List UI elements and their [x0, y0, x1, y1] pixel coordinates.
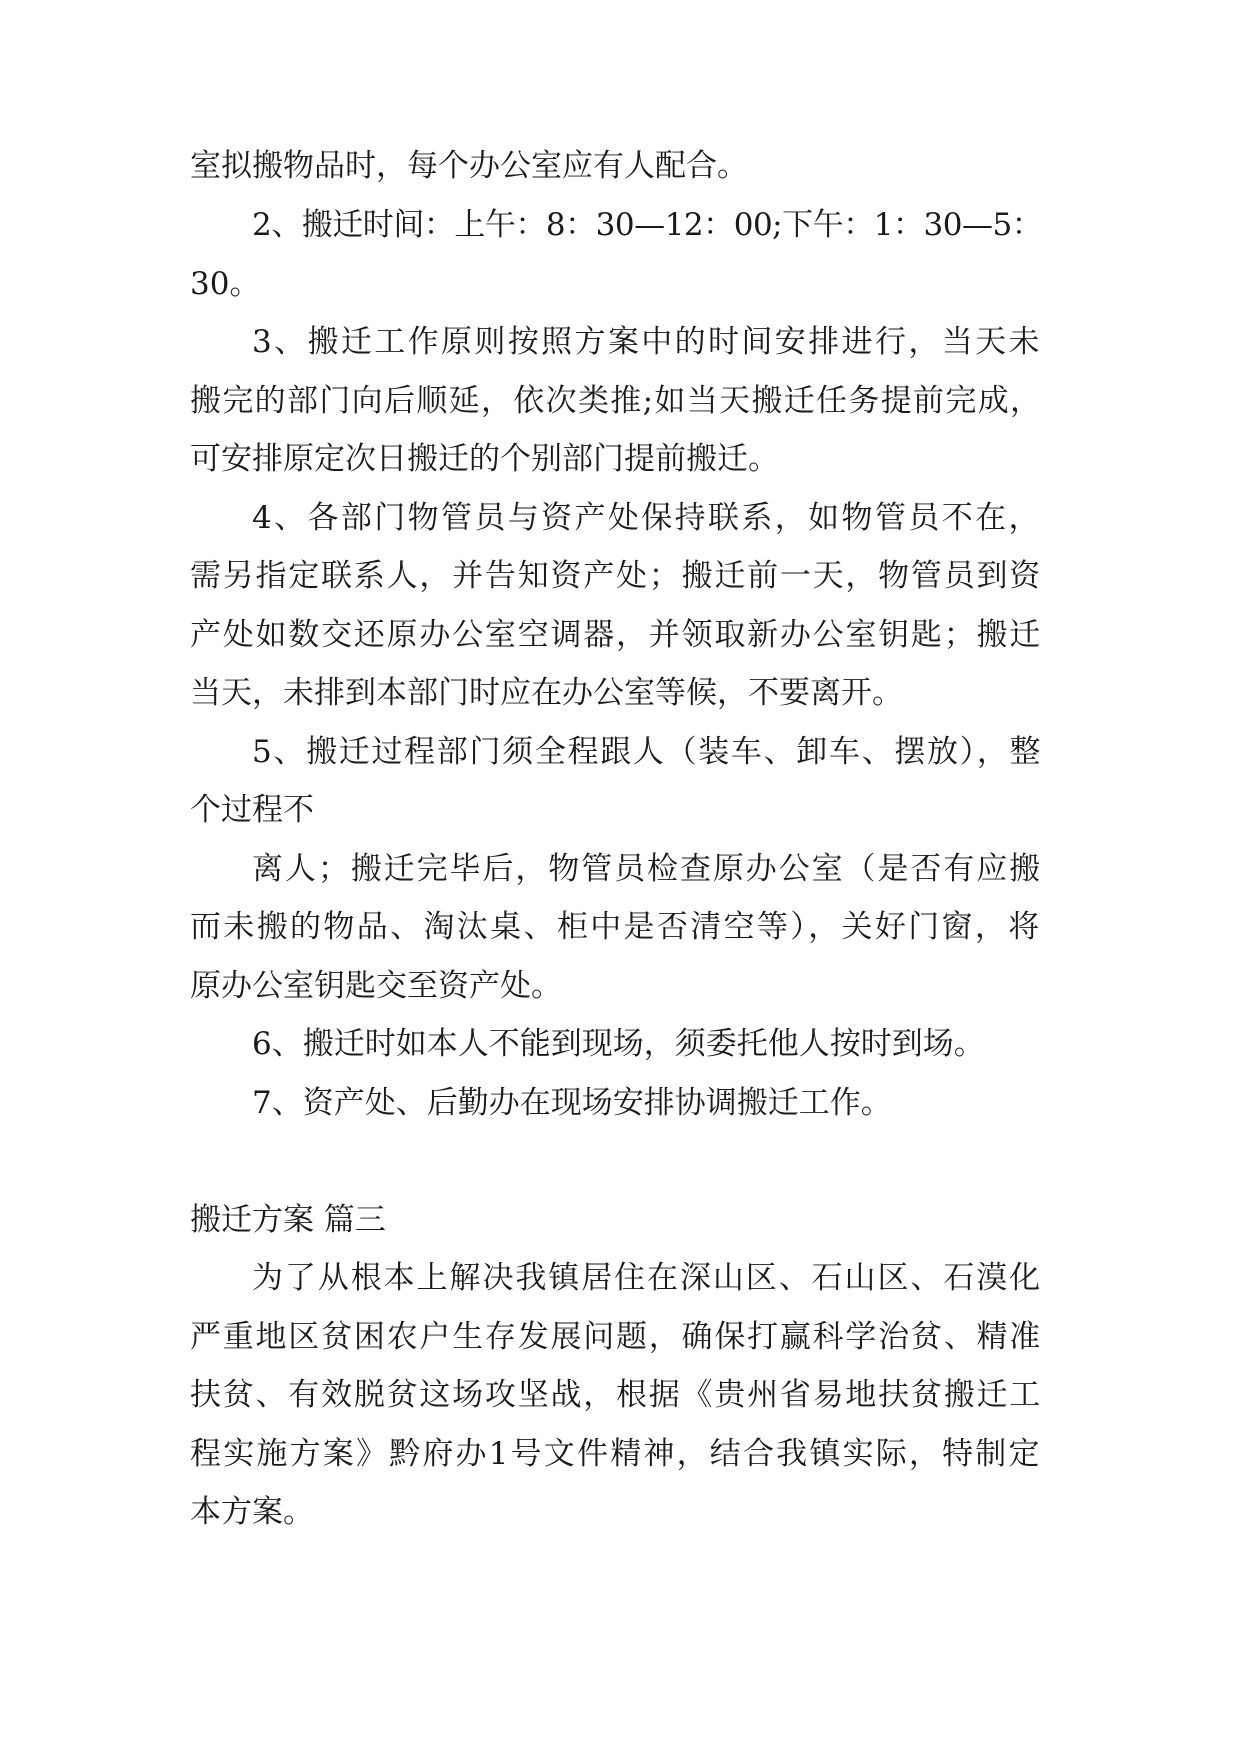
text-line: 扶贫、有效脱贫这场攻坚战，根据《贵州省易地扶贫搬迁工: [190, 1377, 1043, 1413]
text-line: 产处如数交还原办公室空调器，并领取新办公室钥匙；搬迁: [190, 617, 1043, 653]
text-line: 6、搬迁时如本人不能到现场，须委托他人按时到场。: [252, 1026, 985, 1062]
text-line: 7、资产处、后勤办在现场安排协调搬迁工作。: [252, 1085, 892, 1121]
text-line: 5、搬迁过程部门须全程跟人（装车、卸车、摆放），整: [252, 734, 1043, 770]
text-line: 搬完的部门向后顺延，依次类推;如当天搬迁任务提前完成，: [190, 383, 1043, 419]
text-line: 30。: [190, 266, 261, 302]
text-line: 严重地区贫困农户生存发展问题，确保打赢科学治贫、精准: [190, 1319, 1043, 1355]
text-line: 为了从根本上解决我镇居住在深山区、石山区、石漠化: [252, 1260, 1043, 1296]
text-line: 程实施方案》黔府办1号文件精神，结合我镇实际，特制定: [190, 1436, 1042, 1472]
text-line: 3、搬迁工作原则按照方案中的时间安排进行，当天未: [252, 324, 1042, 360]
text-line: 离人；搬迁完毕后，物管员检查原办公室（是否有应搬: [252, 851, 1043, 887]
text-line: 4、各部门物管员与资产处保持联系，如物管员不在，: [252, 500, 1042, 536]
text-line: 原办公室钥匙交至资产处。: [190, 968, 562, 1004]
text-line: 而未搬的物品、淘汰桌、柜中是否清空等），关好门窗，将: [190, 909, 1042, 945]
text-line: 可安排原定次日搬迁的个别部门提前搬迁。: [190, 441, 779, 477]
text-line: 2、搬迁时间：上午：8：30—12：00;下午：1：30—5：: [252, 207, 1043, 243]
text-line: 室拟搬物品时，每个办公室应有人配合。: [190, 148, 748, 184]
text-line: 本方案。: [190, 1494, 314, 1530]
text-line: 个过程不: [190, 792, 314, 828]
section-heading: 搬迁方案 篇三: [190, 1202, 386, 1238]
text-line: 需另指定联系人，并告知资产处；搬迁前一天，物管员到资: [190, 558, 1043, 594]
text-line: 当天，未排到本部门时应在办公室等候，不要离开。: [190, 675, 903, 711]
